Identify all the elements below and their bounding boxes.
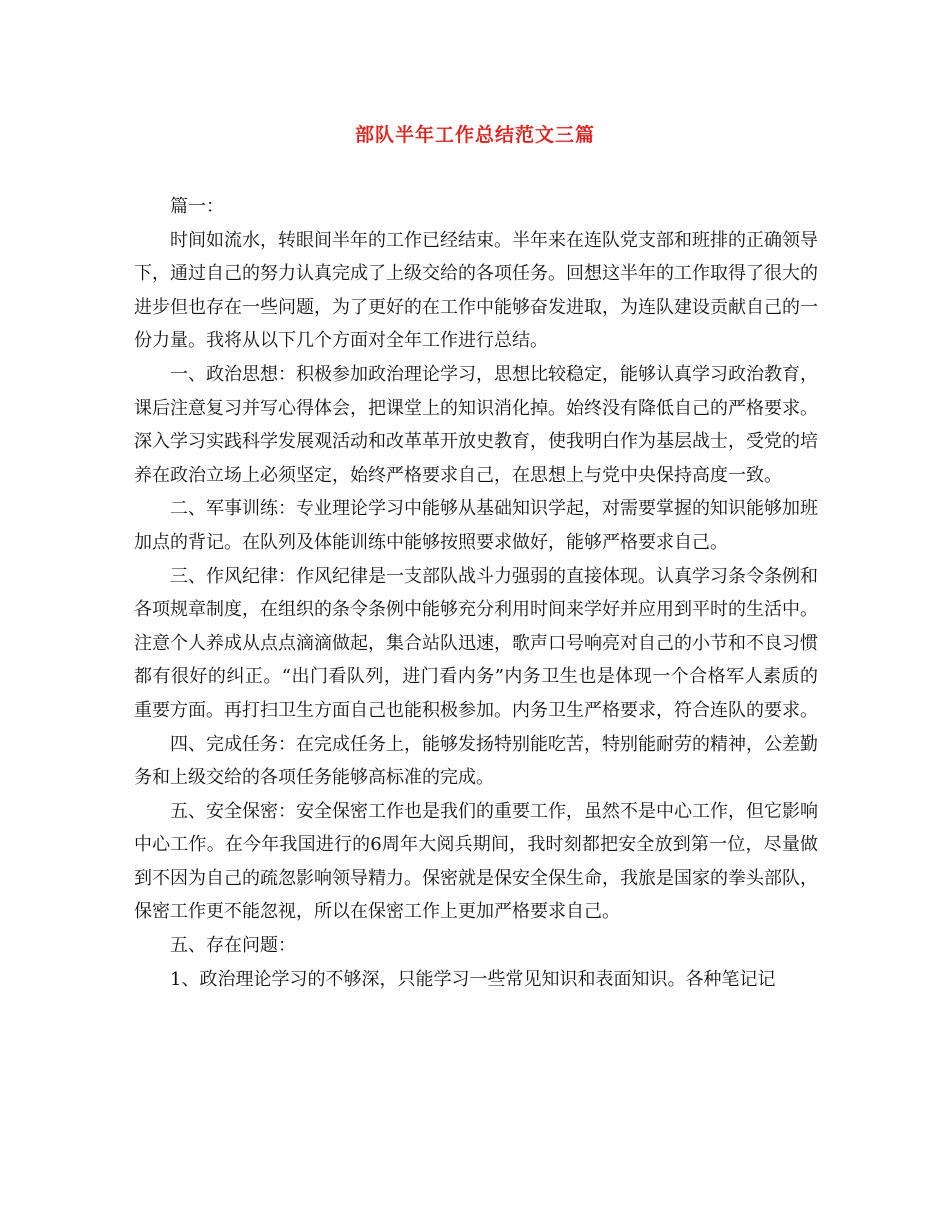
section-heading: 篇一： bbox=[170, 196, 224, 217]
document-body bbox=[134, 190, 818, 996]
document-title: 部队半年工作总结范文三篇 bbox=[354, 124, 595, 146]
paragraph: 时间如流水，转眼间半年的工作已经结束。半年来在连队党支部和班排的正确领导下，通过自己的努力认真完成了上级交给的各项任务。回想这半年的工作取得了很大的进步但也存在一些问题，为了更好的在工作中能够奋发进取，为连队建设贡献自己的一份力量。我将从以下几个方面对全年工作进行总结。 bbox=[134, 229, 818, 352]
paragraph: 四、完成任务：在完成任务上，能够发扬特别能吃苦，特别能耐劳的精神，公差勤务和上级交给的各项任务能够高标准的完成。 bbox=[134, 733, 818, 789]
paragraph: 二、军事训练：专业理论学习中能够从基础知识学起，对需要掌握的知识能够加班加点的背记。在队列及体能训练中能够按照要求做好，能够严格要求自己。 bbox=[134, 498, 818, 553]
section-heading: 五、存在问题： bbox=[170, 935, 296, 957]
paragraph: 1、政治理论学习的不够深，只能学习一些常见知识和表面知识。各种笔记记 bbox=[170, 968, 776, 990]
paragraph: 五、安全保密：安全保密工作也是我们的重要工作，虽然不是中心工作，但它影响中心工作。在今年我国进行的6周年大阅兵期间，我时刻都把安全放到第一位，尽量做到不因为自己的疏忽影响领导精力。保密就是保安全保生命，我旅是国家的拳头部队，保密工作更不能忽视，所以在保密工作上更加严格要求自己。 bbox=[134, 800, 818, 923]
paragraph: 三、作风纪律：作风纪律是一支部队战斗力强弱的直接体现。认真学习条令条例和各项规章制度，在组织的条令条例中能够充分利用时间来学好并应用到平时的生活中。注意个人养成从点点滴滴做起，集合站队迅速，歌声口号响亮对自己的小节和不良习惯都有很好的纠正。“出门看队列，进门看内务”内务卫生也是体现一个合格军人素质的重要方面。再打扫卫生方面自己也能积极参加。内务卫生严格要求，符合连队的要求。 bbox=[134, 565, 818, 721]
paragraph: 一、政治思想：积极参加政治理论学习，思想比较稳定，能够认真学习政治教育，课后注意复习并写心得体会，把课堂上的知识消化掉。始终没有降低自己的严格要求。深入学习实践科学发展观活动和改革革开放史教育，使我明白作为基层战士，受党的培养在政治立场上必须坚定，始终严格要求自己，在思想上与党中央保持高度一致。 bbox=[134, 363, 818, 486]
